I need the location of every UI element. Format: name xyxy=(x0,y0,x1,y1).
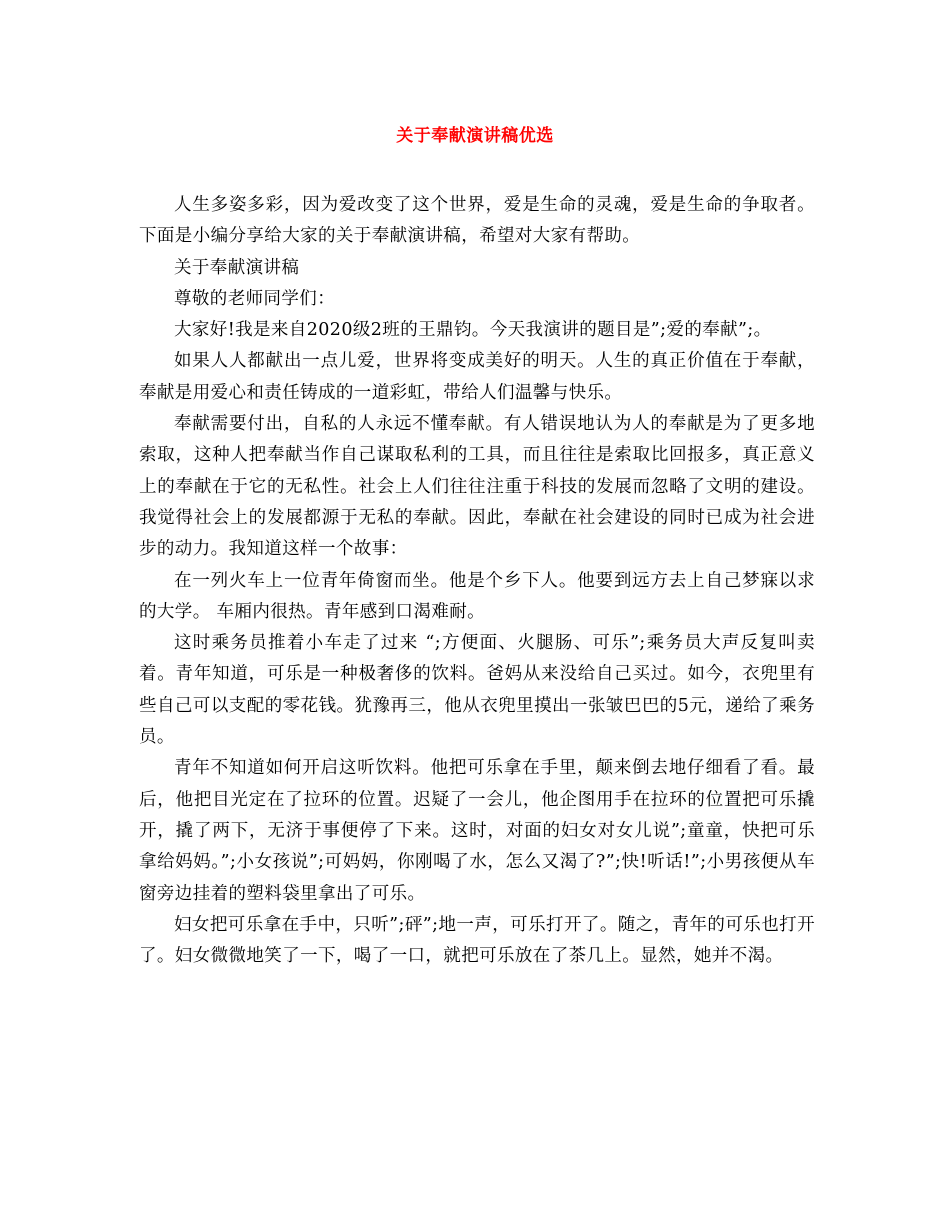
paragraph-salutation: 尊敬的老师同学们： xyxy=(174,288,336,309)
paragraph-heading: 关于奉献演讲稿 xyxy=(174,257,300,278)
paragraph-greeting: 大家好!我是来自2020级2班的王鼎钧。今天我演讲的题目是”;爱的奉献”;。 xyxy=(174,320,772,341)
paragraph: 奉献需要付出，自私的人永远不懂奉献。有人错误地认为人的奉献是为了更多地索取，这种人把奉献当作自己谋取私利的工具，而且往往是索取比回报多，真正意义上的奉献在于它的无私性。社会上人们往往注重于科技的发展而忽略了文明的建设。我觉得社会上的发展都源于无私的奉献。因此，奉献在社会建设的同时已成为社会进步的动力。我知道这样一个故事： xyxy=(139,414,815,560)
paragraph: 如果人人都献出一点儿爱，世界将变成美好的明天。人生的真正价值在于奉献，奉献是用爱心和责任铸成的一道彩虹，带给人们温馨与快乐。 xyxy=(139,351,815,403)
document-body xyxy=(139,190,815,972)
paragraph: 在一列火车上一位青年倚窗而坐。他是个乡下人。他要到远方去上自己梦寐以求的大学。 车厢内很热。青年感到口渴难耐。 xyxy=(139,570,815,622)
document-title: 关于奉献演讲稿优选 xyxy=(396,126,554,146)
paragraph: 妇女把可乐拿在手中，只听”;砰”;地一声，可乐打开了。随之，青年的可乐也打开了。妇女微微地笑了一下，喝了一口，就把可乐放在了茶几上。显然，她并不渴。 xyxy=(139,914,815,967)
paragraph: 青年不知道如何开启这听饮料。他把可乐拿在手里，颠来倒去地仔细看了看。最后，他把目光定在了拉环的位置。迟疑了一会儿，他企图用手在拉环的位置把可乐撬开，撬了两下，无济于事便停了下来。这时，对面的妇女对女儿说”;童童，快把可乐拿给妈妈。”;小女孩说”;可妈妈，你刚喝了水，怎么又渴了?”;快!听话!”;小男孩便从车窗旁边挂着的塑料袋里拿出了可乐。 xyxy=(139,758,815,904)
paragraph: 这时乘务员推着小车走了过来 “;方便面、火腿肠、可乐”;乘务员大声反复叫卖着。青年知道，可乐是一种极奢侈的饮料。爸妈从来没给自己买过。如今，衣兜里有些自己可以支配的零花钱。犹豫再三，他从衣兜里摸出一张皱巴巴的5元，递给了乘务员。 xyxy=(139,633,815,748)
paragraph-intro: 人生多姿多彩，因为爱改变了这个世界，爱是生命的灵魂，爱是生命的争取者。下面是小编分享给大家的关于奉献演讲稿，希望对大家有帮助。 xyxy=(139,195,815,247)
